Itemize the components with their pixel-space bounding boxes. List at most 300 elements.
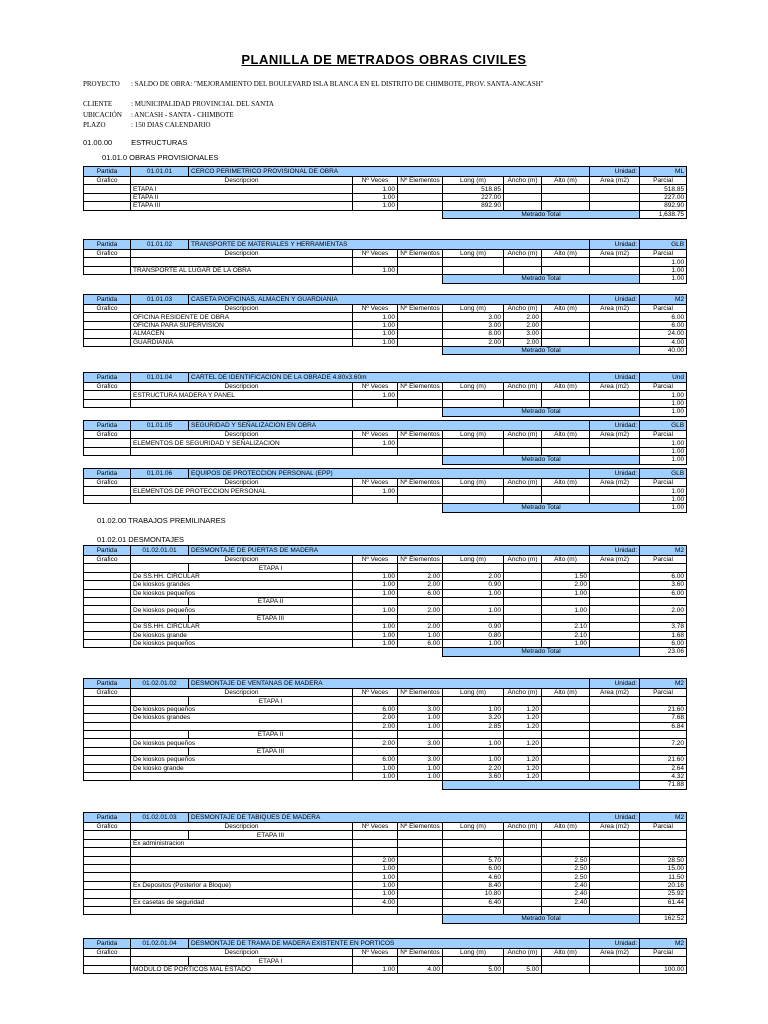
elementos-header: Nº Elementos bbox=[398, 689, 443, 697]
veces-cell: 6.00 bbox=[353, 705, 398, 713]
long-cell: 1.00 bbox=[443, 739, 504, 747]
partida-name: EQUIPOS DE PROTECCION PERSONAL (EPP) bbox=[189, 469, 590, 479]
grafico-header: Grafico bbox=[84, 431, 131, 439]
metrado-table-01.02.01.02 bbox=[83, 678, 687, 790]
long-cell bbox=[443, 487, 504, 495]
long-header: Long (m) bbox=[443, 431, 504, 439]
veces-cell bbox=[353, 848, 398, 856]
stage-label: ETAPA I bbox=[189, 957, 353, 965]
elementos-cell: 3.00 bbox=[398, 739, 443, 747]
alto-cell bbox=[542, 705, 590, 713]
long-header: Long (m) bbox=[443, 823, 504, 831]
parcial-cell: 1.00 bbox=[640, 447, 687, 455]
description-cell: ETAPA I bbox=[131, 185, 353, 193]
partida-code: 01.02.01.04 bbox=[131, 939, 189, 949]
parcial-cell: 4.32 bbox=[640, 772, 687, 780]
elementos-cell bbox=[398, 185, 443, 193]
ancho-cell bbox=[504, 185, 542, 193]
grafico-cell bbox=[84, 764, 131, 772]
elementos-cell bbox=[398, 487, 443, 495]
long-cell bbox=[443, 391, 504, 399]
veces-cell bbox=[353, 495, 398, 503]
elementos-header: Nº Elementos bbox=[398, 823, 443, 831]
unit-value: GLB bbox=[640, 469, 687, 479]
empty-cell bbox=[131, 275, 189, 283]
area-cell bbox=[590, 589, 640, 597]
description-cell: De kioskos pequeños bbox=[131, 639, 353, 647]
empty-cell bbox=[353, 275, 398, 283]
grafico-cell bbox=[84, 957, 131, 965]
parcial-cell: 1.00 bbox=[640, 391, 687, 399]
empty-cell bbox=[131, 456, 189, 464]
grafico-cell bbox=[84, 202, 131, 210]
elementos-cell: 4.00 bbox=[398, 965, 443, 973]
empty-cell bbox=[84, 210, 131, 218]
alto-header: Alto (m) bbox=[542, 250, 590, 258]
table-row bbox=[84, 614, 687, 622]
area-cell bbox=[590, 258, 640, 266]
empty-cell bbox=[504, 957, 542, 965]
section-trabajos-preliminares bbox=[97, 516, 226, 525]
elementos-cell: 1.00 bbox=[398, 631, 443, 639]
metrado-table-01.02.01.01 bbox=[83, 545, 687, 657]
grafico-cell bbox=[84, 581, 131, 589]
empty-cell bbox=[398, 831, 443, 839]
table-row bbox=[84, 330, 687, 338]
area-cell bbox=[590, 714, 640, 722]
alto-cell bbox=[542, 756, 590, 764]
parcial-cell: 1.00 bbox=[640, 266, 687, 274]
alto-cell: 2.40 bbox=[542, 898, 590, 906]
empty-cell bbox=[131, 346, 189, 354]
description-cell: De kioskos pequeños bbox=[131, 739, 353, 747]
section-name: OBRAS PROVISIONALES bbox=[129, 153, 219, 162]
partida-name: DESMONTAJE DE VENTANAS DE MADERA bbox=[189, 679, 590, 689]
unit-value: M2 bbox=[640, 295, 687, 305]
metrado-table-01.01.02 bbox=[83, 239, 687, 284]
page-title: PLANILLA DE METRADOS OBRAS CIVILES bbox=[241, 52, 527, 67]
description-cell: ELEMENTOS DE PROTECCION PERSONAL bbox=[131, 487, 353, 495]
empty-cell bbox=[590, 597, 640, 605]
metrado-total-label: Metrado Total bbox=[443, 210, 640, 218]
parcial-cell bbox=[640, 906, 687, 914]
desc-spacer bbox=[131, 730, 189, 738]
desc-spacer bbox=[131, 614, 189, 622]
grafico-cell bbox=[84, 606, 131, 614]
section-estructuras bbox=[83, 138, 187, 147]
description-cell bbox=[131, 258, 353, 266]
alto-cell: 2.40 bbox=[542, 881, 590, 889]
total-row bbox=[84, 456, 687, 464]
total-row bbox=[84, 648, 687, 656]
veces-cell: 4.00 bbox=[353, 898, 398, 906]
grafico-header: Grafico bbox=[84, 305, 131, 313]
parcial-header: Parcial bbox=[640, 305, 687, 313]
elementos-cell bbox=[398, 873, 443, 881]
veces-cell: 1.00 bbox=[353, 330, 398, 338]
empty-cell bbox=[353, 915, 398, 923]
veces-cell: 1.00 bbox=[353, 266, 398, 274]
grafico-cell bbox=[84, 399, 131, 407]
unit-label: Unidad: bbox=[590, 167, 640, 177]
empty-cell bbox=[189, 408, 353, 416]
long-cell: 0.80 bbox=[443, 631, 504, 639]
partida-header-row bbox=[84, 679, 687, 689]
alto-cell bbox=[542, 185, 590, 193]
partida-label: Partida bbox=[84, 167, 131, 177]
alto-header: Alto (m) bbox=[542, 479, 590, 487]
veces-cell: 1.00 bbox=[353, 202, 398, 210]
total-row bbox=[84, 504, 687, 512]
unit-label: Unidad: bbox=[590, 679, 640, 689]
elementos-cell: 2.00 bbox=[398, 572, 443, 580]
long-header: Long (m) bbox=[443, 250, 504, 258]
veces-cell: 1.00 bbox=[353, 873, 398, 881]
parcial-cell: 6.00 bbox=[640, 589, 687, 597]
section-code: 01.02.01 bbox=[97, 535, 127, 544]
long-cell: 3.20 bbox=[443, 714, 504, 722]
veces-cell: 6.00 bbox=[353, 756, 398, 764]
parcial-cell: 21.60 bbox=[640, 756, 687, 764]
empty-cell bbox=[398, 456, 443, 464]
unit-value: ML bbox=[640, 167, 687, 177]
ancho-cell: 1.20 bbox=[504, 764, 542, 772]
grafico-cell bbox=[84, 856, 131, 864]
long-cell: 2.00 bbox=[443, 572, 504, 580]
long-cell: 3.00 bbox=[443, 321, 504, 329]
area-cell bbox=[590, 391, 640, 399]
parcial-cell: 1.00 bbox=[640, 487, 687, 495]
elementos-cell bbox=[398, 881, 443, 889]
cliente-label: CLIENTE bbox=[83, 100, 113, 108]
long-cell bbox=[443, 447, 504, 455]
elementos-cell bbox=[398, 193, 443, 201]
parcial-cell: 1.00 bbox=[640, 495, 687, 503]
descripcion-header: Descripcion bbox=[131, 479, 353, 487]
parcial-cell: 15.00 bbox=[640, 864, 687, 872]
empty-cell bbox=[443, 614, 504, 622]
empty-cell bbox=[398, 781, 443, 789]
grafico-cell bbox=[84, 631, 131, 639]
ancho-cell: 5.00 bbox=[504, 965, 542, 973]
elementos-cell bbox=[398, 338, 443, 346]
ancho-cell: 3.00 bbox=[504, 330, 542, 338]
description-cell: MODULO DE PORTICOS MAL ESTADO bbox=[131, 965, 353, 973]
parcial-header: Parcial bbox=[640, 556, 687, 564]
grafico-cell bbox=[84, 487, 131, 495]
table-row bbox=[84, 185, 687, 193]
grafico-cell bbox=[84, 714, 131, 722]
column-header-row bbox=[84, 949, 687, 957]
alto-cell bbox=[542, 487, 590, 495]
elementos-cell: 2.00 bbox=[398, 606, 443, 614]
metrado-total-value: 1,638.75 bbox=[640, 210, 687, 218]
metrado-total-label: Metrado Total bbox=[443, 408, 640, 416]
long-cell: 2.00 bbox=[443, 338, 504, 346]
stage-label: ETAPA III bbox=[189, 831, 353, 839]
ancho-header: Ancho (m) bbox=[504, 689, 542, 697]
ancho-cell: 1.20 bbox=[504, 722, 542, 730]
partida-label: Partida bbox=[84, 373, 131, 383]
alto-cell bbox=[542, 965, 590, 973]
alto-cell bbox=[542, 848, 590, 856]
descripcion-header: Descripcion bbox=[131, 689, 353, 697]
grafico-cell bbox=[84, 639, 131, 647]
grafico-cell bbox=[84, 705, 131, 713]
parcial-header: Parcial bbox=[640, 177, 687, 185]
area-cell bbox=[590, 313, 640, 321]
partida-header-row bbox=[84, 939, 687, 949]
description-cell: De kioskos pequeños bbox=[131, 705, 353, 713]
veces-header: Nº Veces bbox=[353, 689, 398, 697]
area-cell bbox=[590, 906, 640, 914]
table-row bbox=[84, 739, 687, 747]
description-cell bbox=[131, 447, 353, 455]
long-cell: 10.80 bbox=[443, 890, 504, 898]
empty-cell bbox=[504, 564, 542, 572]
alto-cell: 1.00 bbox=[542, 639, 590, 647]
area-cell bbox=[590, 631, 640, 639]
unit-label: Unidad: bbox=[590, 421, 640, 431]
partida-header-row bbox=[84, 546, 687, 556]
parcial-cell: 21.60 bbox=[640, 705, 687, 713]
empty-cell bbox=[590, 697, 640, 705]
long-cell: 8.40 bbox=[443, 881, 504, 889]
veces-cell: 1.00 bbox=[353, 965, 398, 973]
elementos-header: Nº Elementos bbox=[398, 556, 443, 564]
description-cell: OFICINA RESIDENTE DE OBRA bbox=[131, 313, 353, 321]
veces-cell: 1.00 bbox=[353, 581, 398, 589]
ancho-cell: 1.20 bbox=[504, 772, 542, 780]
unit-label: Unidad: bbox=[590, 469, 640, 479]
parcial-header: Parcial bbox=[640, 949, 687, 957]
veces-cell: 1.00 bbox=[353, 764, 398, 772]
long-cell: 227.00 bbox=[443, 193, 504, 201]
elementos-cell: 3.00 bbox=[398, 705, 443, 713]
alto-cell bbox=[542, 399, 590, 407]
metrado-total-value: 1.00 bbox=[640, 456, 687, 464]
elementos-cell: 1.00 bbox=[398, 764, 443, 772]
elementos-cell bbox=[398, 330, 443, 338]
empty-cell bbox=[353, 730, 398, 738]
ancho-cell bbox=[504, 266, 542, 274]
unit-value: M2 bbox=[640, 939, 687, 949]
metrado-total-label: Metrado Total bbox=[443, 275, 640, 283]
elementos-cell bbox=[398, 258, 443, 266]
parcial-cell: 1.00 bbox=[640, 439, 687, 447]
veces-cell: 2.00 bbox=[353, 714, 398, 722]
parcial-header: Parcial bbox=[640, 823, 687, 831]
grafico-cell bbox=[84, 623, 131, 631]
elementos-cell bbox=[398, 399, 443, 407]
long-cell: 0.90 bbox=[443, 581, 504, 589]
area-cell bbox=[590, 856, 640, 864]
long-cell bbox=[443, 906, 504, 914]
alto-header: Alto (m) bbox=[542, 689, 590, 697]
long-header: Long (m) bbox=[443, 479, 504, 487]
table-row bbox=[84, 193, 687, 201]
alto-cell: 2.10 bbox=[542, 623, 590, 631]
veces-cell: 1.00 bbox=[353, 338, 398, 346]
area-header: Area (m2) bbox=[590, 431, 640, 439]
empty-cell bbox=[84, 915, 131, 923]
grafico-header: Grafico bbox=[84, 949, 131, 957]
ancho-header: Ancho (m) bbox=[504, 177, 542, 185]
long-cell: 2.85 bbox=[443, 722, 504, 730]
long-cell bbox=[443, 839, 504, 847]
elementos-cell: 1.00 bbox=[398, 772, 443, 780]
partida-header-row bbox=[84, 469, 687, 479]
table-row bbox=[84, 639, 687, 647]
area-cell bbox=[590, 772, 640, 780]
total-row bbox=[84, 346, 687, 354]
area-cell bbox=[590, 705, 640, 713]
column-header-row bbox=[84, 823, 687, 831]
ancho-cell: 2.00 bbox=[504, 321, 542, 329]
unit-label: Unidad: bbox=[590, 240, 640, 250]
parcial-header: Parcial bbox=[640, 383, 687, 391]
metrado-table-01.01.01 bbox=[83, 166, 687, 219]
elementos-cell bbox=[398, 439, 443, 447]
parcial-header: Parcial bbox=[640, 689, 687, 697]
empty-cell bbox=[353, 564, 398, 572]
section-name: TRABAJOS PREMILINARES bbox=[128, 516, 226, 525]
section-obras-provisionales bbox=[102, 153, 218, 162]
empty-cell bbox=[590, 564, 640, 572]
parcial-cell: 100.00 bbox=[640, 965, 687, 973]
grafico-cell bbox=[84, 330, 131, 338]
long-cell: 1.00 bbox=[443, 606, 504, 614]
elementos-cell: 2.00 bbox=[398, 581, 443, 589]
empty-cell bbox=[640, 564, 687, 572]
section-code: 01.02.00 bbox=[97, 516, 127, 525]
alto-cell bbox=[542, 447, 590, 455]
grafico-cell bbox=[84, 495, 131, 503]
table-row bbox=[84, 705, 687, 713]
description-cell: GUARDIANIA bbox=[131, 338, 353, 346]
area-header: Area (m2) bbox=[590, 949, 640, 957]
area-header: Area (m2) bbox=[590, 479, 640, 487]
area-cell bbox=[590, 193, 640, 201]
ancho-cell bbox=[504, 495, 542, 503]
grafico-cell bbox=[84, 185, 131, 193]
empty-cell bbox=[189, 456, 353, 464]
partida-code: 01.01.05 bbox=[131, 421, 189, 431]
alto-cell bbox=[542, 739, 590, 747]
partida-name: DESMONTAJE DE PUERTAS DE MADERA bbox=[189, 546, 590, 556]
metrado-total-label bbox=[443, 781, 640, 789]
ancho-cell bbox=[504, 487, 542, 495]
veces-header: Nº Veces bbox=[353, 177, 398, 185]
table-row bbox=[84, 856, 687, 864]
empty-cell bbox=[353, 408, 398, 416]
description-cell: De kioskos pequeños bbox=[131, 589, 353, 597]
parcial-cell: 1.00 bbox=[640, 399, 687, 407]
area-header: Area (m2) bbox=[590, 177, 640, 185]
description-cell: De SS.HH. CIRCULAR bbox=[131, 623, 353, 631]
empty-cell bbox=[84, 781, 131, 789]
alto-cell: 1.00 bbox=[542, 589, 590, 597]
elementos-cell bbox=[398, 447, 443, 455]
empty-cell bbox=[640, 747, 687, 755]
grafico-cell bbox=[84, 831, 131, 839]
partida-header-row bbox=[84, 240, 687, 250]
metrado-total-label: Metrado Total bbox=[443, 648, 640, 656]
area-cell bbox=[590, 399, 640, 407]
empty-cell bbox=[84, 275, 131, 283]
table-row bbox=[84, 722, 687, 730]
area-cell bbox=[590, 202, 640, 210]
long-cell: 4.60 bbox=[443, 873, 504, 881]
parcial-cell: 28.50 bbox=[640, 856, 687, 864]
empty-cell bbox=[590, 831, 640, 839]
empty-cell bbox=[353, 614, 398, 622]
section-name: DESMONTAJES bbox=[128, 535, 184, 544]
description-cell bbox=[131, 873, 353, 881]
veces-cell bbox=[353, 839, 398, 847]
desc-spacer bbox=[131, 564, 189, 572]
partida-code: 01.02.01.03 bbox=[131, 813, 189, 823]
partida-code: 01.02.01.02 bbox=[131, 679, 189, 689]
long-cell: 6.40 bbox=[443, 898, 504, 906]
empty-cell bbox=[189, 915, 353, 923]
descripcion-header: Descripcion bbox=[131, 250, 353, 258]
metrado-total-value: 1.00 bbox=[640, 504, 687, 512]
ancho-cell: 1.20 bbox=[504, 705, 542, 713]
ancho-header: Ancho (m) bbox=[504, 556, 542, 564]
metrado-total-value: 23.06 bbox=[640, 648, 687, 656]
metrado-total-value: 71.88 bbox=[640, 781, 687, 789]
veces-cell: 1.00 bbox=[353, 391, 398, 399]
grafico-cell bbox=[84, 597, 131, 605]
area-cell bbox=[590, 881, 640, 889]
description-cell bbox=[131, 722, 353, 730]
grafico-cell bbox=[84, 898, 131, 906]
column-header-row bbox=[84, 556, 687, 564]
veces-cell: 1.00 bbox=[353, 487, 398, 495]
grafico-cell bbox=[84, 890, 131, 898]
table-row bbox=[84, 338, 687, 346]
long-cell: 3.00 bbox=[443, 313, 504, 321]
veces-cell: 1.00 bbox=[353, 639, 398, 647]
alto-cell: 1.50 bbox=[542, 572, 590, 580]
stage-label: ETAPA I bbox=[189, 697, 353, 705]
ancho-cell bbox=[504, 639, 542, 647]
area-cell bbox=[590, 839, 640, 847]
description-cell: ELEMENTOS DE SEGURIDAD Y SEÑALIZACION bbox=[131, 439, 353, 447]
empty-cell bbox=[353, 597, 398, 605]
metrado-table-01.02.01.03 bbox=[83, 812, 687, 924]
parcial-cell: 1.00 bbox=[640, 258, 687, 266]
parcial-cell: 24.00 bbox=[640, 330, 687, 338]
elementos-cell bbox=[398, 266, 443, 274]
long-cell: 1.00 bbox=[443, 639, 504, 647]
grafico-header: Grafico bbox=[84, 689, 131, 697]
partida-header-row bbox=[84, 373, 687, 383]
empty-cell bbox=[131, 781, 189, 789]
partida-label: Partida bbox=[84, 679, 131, 689]
table-row bbox=[84, 906, 687, 914]
table-row bbox=[84, 756, 687, 764]
metrado-total-value: 40.00 bbox=[640, 346, 687, 354]
section-code: 01.00.00 bbox=[83, 138, 113, 147]
area-cell bbox=[590, 439, 640, 447]
parcial-header: Parcial bbox=[640, 250, 687, 258]
partida-name: TRANSPORTE DE MATERIALES Y HERRAMIENTAS bbox=[189, 240, 590, 250]
elementos-cell bbox=[398, 906, 443, 914]
ancho-cell bbox=[504, 589, 542, 597]
alto-header: Alto (m) bbox=[542, 305, 590, 313]
